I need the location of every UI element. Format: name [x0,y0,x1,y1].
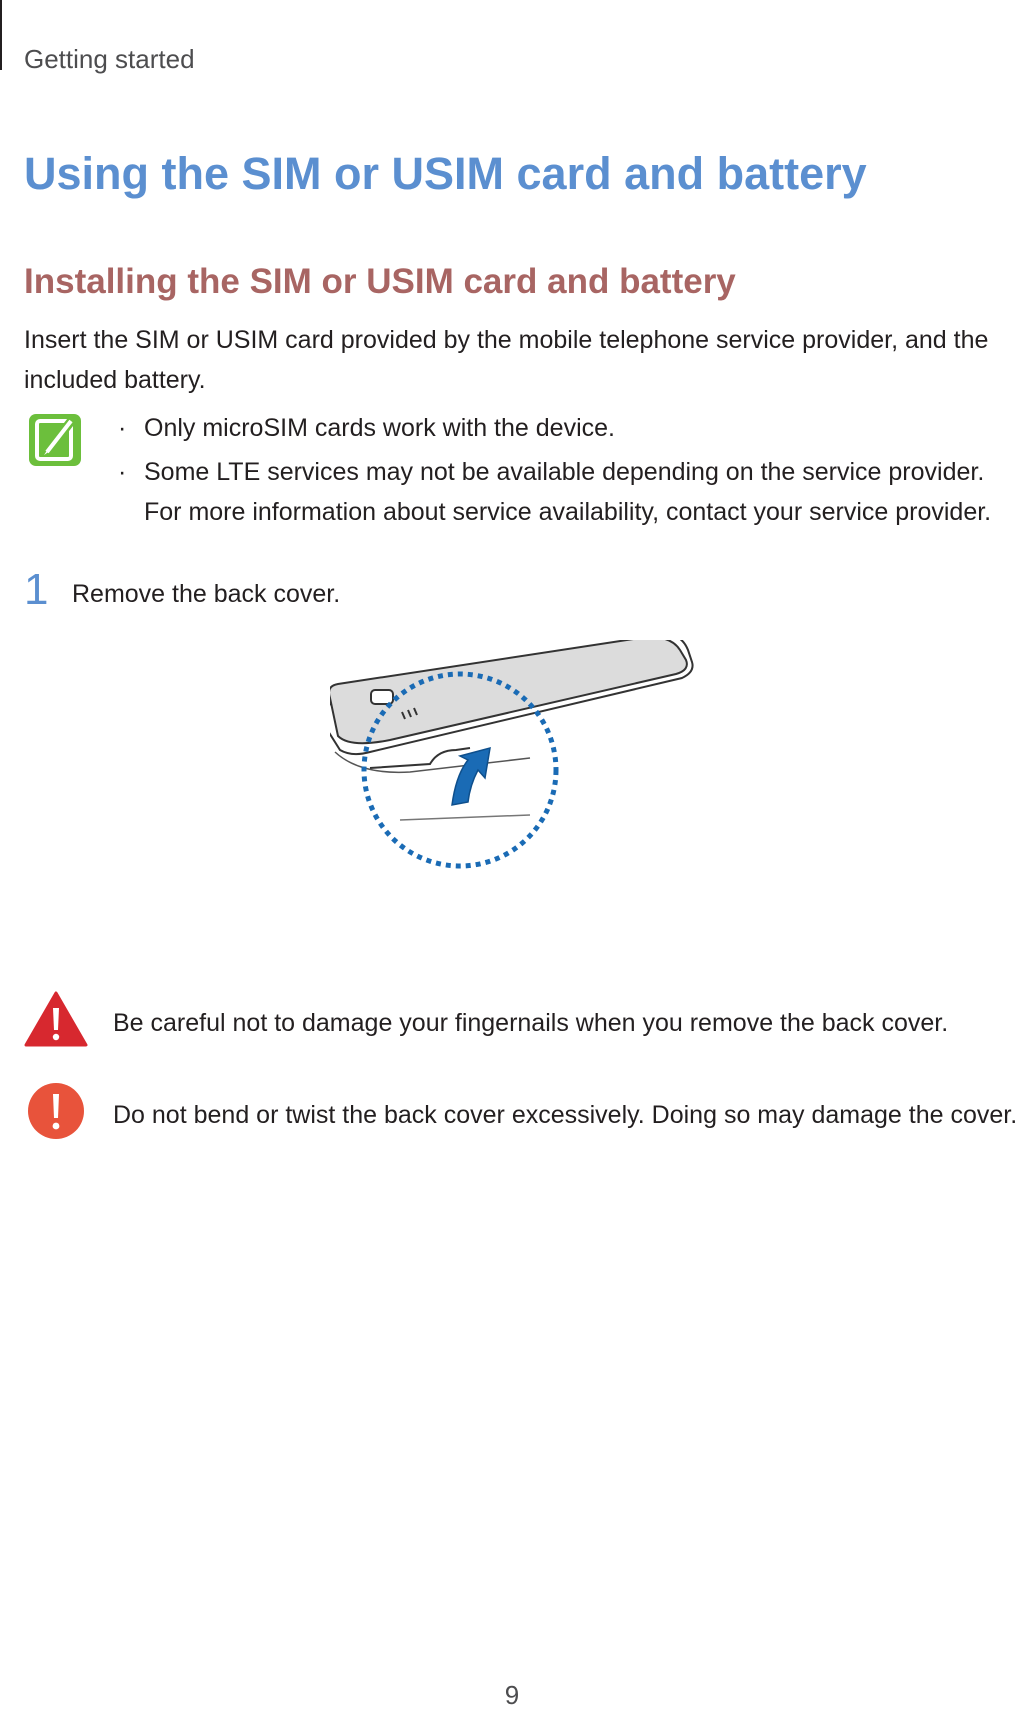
note-item: · Only microSIM cards work with the device. [118,408,1023,448]
section-subtitle: Installing the SIM or USIM card and battery [24,262,736,301]
back-cover-illustration [330,640,760,960]
step-text: Remove the back cover. [72,580,341,608]
warning-text: Be careful not to damage your fingernails when you remove the back cover. [113,1009,949,1037]
page-title: Using the SIM or USIM card and battery [24,148,867,199]
note-item: · Some LTE services may not be available depending on the service provider. For more information about service availability, contact your service provider. [118,452,1023,532]
caution-circle-icon [26,1081,86,1141]
warning-triangle-icon [24,990,88,1048]
note-pencil-icon [27,412,83,468]
caution-text: Do not bend or twist the back cover excessively. Doing so may damage the cover. [113,1101,1018,1129]
lift-arrow-icon [452,748,490,805]
note-list [118,408,1023,536]
header-rule [0,0,2,70]
step-number: 1 [24,565,49,614]
page-number: 9 [504,1680,520,1710]
section-label: Getting started [24,44,195,74]
intro-paragraph: Insert the SIM or USIM card provided by the mobile telephone service provider, and the included battery. [24,326,989,394]
